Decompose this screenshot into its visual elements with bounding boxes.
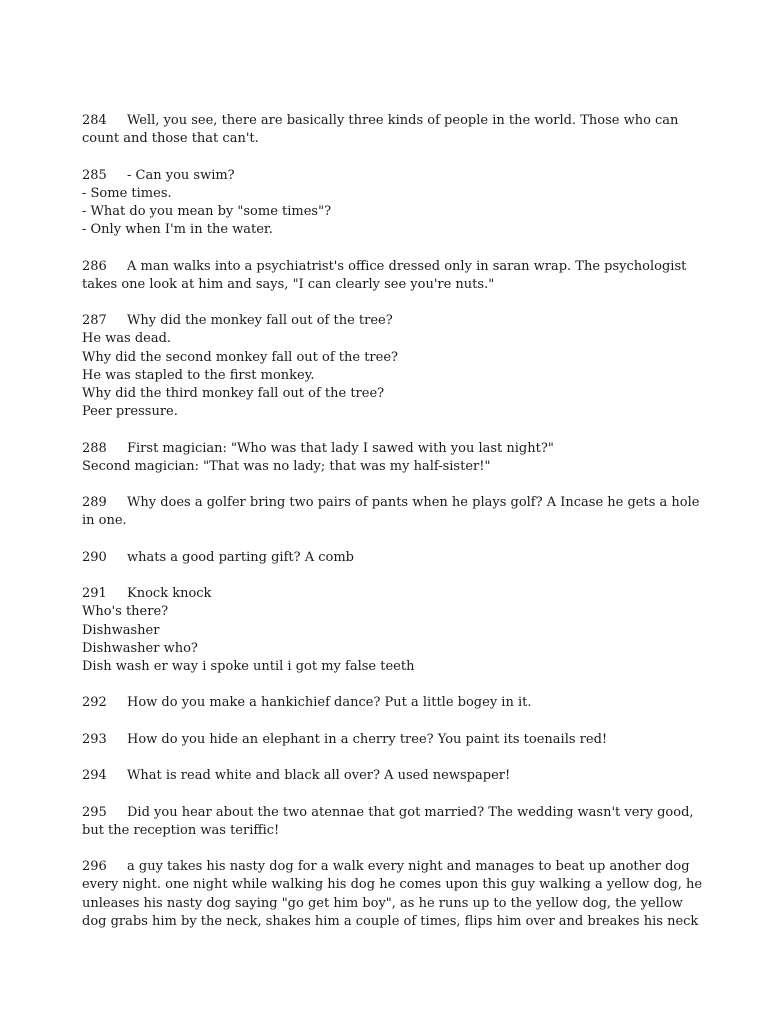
joke-text: What is read white and black all over? A used newspaper! <box>127 768 511 784</box>
joke-line <box>82 822 682 840</box>
joke-entry <box>82 694 682 712</box>
joke-line <box>82 258 687 276</box>
joke-entry <box>82 767 682 785</box>
joke-text: Knock knock <box>127 586 212 602</box>
joke-text: He was stapled to the first monkey. <box>82 367 315 383</box>
joke-line <box>82 731 682 749</box>
joke-text: Well, you see, there are basically three kinds of people in the world. Those who can <box>127 113 679 128</box>
joke-line <box>82 895 682 913</box>
joke-line <box>82 458 682 476</box>
joke-line <box>82 767 682 785</box>
joke-text: - Can you swim? <box>127 167 235 183</box>
joke-text: Why did the monkey fall out of the tree? <box>127 313 393 329</box>
joke-text: First magician: "Who was that lady I sawed with you last night?" <box>127 440 554 456</box>
joke-text: How do you make a hankichief dance? Put a little bogey in it. <box>127 695 532 711</box>
joke-line <box>82 494 700 512</box>
joke-line <box>82 622 682 640</box>
joke-text: Dishwasher <box>82 622 160 638</box>
joke-entry <box>82 731 682 749</box>
joke-entry <box>82 440 682 476</box>
joke-line <box>82 658 682 676</box>
joke-text: - Only when I'm in the water. <box>82 222 273 238</box>
joke-number: 293 <box>82 731 107 747</box>
joke-entry <box>82 549 682 567</box>
joke-number: 286 <box>82 258 107 274</box>
joke-text: How do you hide an elephant in a cherry tree? You paint its toenails red! <box>127 731 608 747</box>
joke-line <box>82 330 682 348</box>
joke-text: count and those that can't. <box>82 131 259 147</box>
joke-line <box>82 349 682 367</box>
joke-text: Why does a golfer bring two pairs of pants when he plays golf? A Incase he gets a hole <box>127 495 700 511</box>
joke-text: takes one look at him and says, "I can clearly see you're nuts." <box>82 276 495 292</box>
joke-line <box>82 221 682 239</box>
joke-text: Dish wash er way i spoke until i got my false teeth <box>82 658 415 674</box>
joke-text: whats a good parting gift? A comb <box>127 549 354 565</box>
joke-line <box>82 185 682 203</box>
joke-line <box>82 858 690 876</box>
joke-number: 292 <box>82 695 107 711</box>
joke-text: He was dead. <box>82 331 172 347</box>
joke-entry <box>82 494 700 530</box>
joke-entry <box>82 258 687 294</box>
joke-line <box>82 167 682 185</box>
joke-text: a guy takes his nasty dog for a walk every night and manages to beat up another dog <box>127 859 690 875</box>
joke-text: every night. one night while walking his dog he comes upon this guy walking a yellow dog, he <box>82 877 703 893</box>
joke-number: 290 <box>82 549 107 565</box>
joke-number: 285 <box>82 167 107 183</box>
joke-line <box>82 603 682 621</box>
joke-number: 288 <box>82 440 107 456</box>
joke-line <box>82 112 682 130</box>
joke-entry <box>82 167 682 240</box>
joke-entry <box>82 312 682 421</box>
joke-text: in one. <box>82 513 127 529</box>
joke-line <box>82 804 694 822</box>
joke-text: unleases his nasty dog saying "go get him boy", as he runs up to the yellow dog, the yellow <box>82 895 683 911</box>
joke-number: 284 <box>82 113 107 128</box>
joke-text: but the reception was teriffic! <box>82 822 280 838</box>
joke-line <box>82 913 699 931</box>
joke-number: 291 <box>82 586 107 602</box>
joke-entry <box>82 804 694 840</box>
joke-text: Did you hear about the two atennae that got married? The wedding wasn't very good, <box>127 804 694 820</box>
joke-text: - Some times. <box>82 185 172 201</box>
joke-line <box>82 385 682 403</box>
joke-line <box>82 694 682 712</box>
joke-number: 294 <box>82 768 107 784</box>
joke-line <box>82 549 682 567</box>
joke-list <box>82 112 703 949</box>
joke-line <box>82 130 682 148</box>
joke-text: Second magician: "That was no lady; that was my half-sister!" <box>82 458 491 474</box>
joke-text: - What do you mean by "some times"? <box>82 204 332 219</box>
joke-line <box>82 312 682 330</box>
joke-text: Peer pressure. <box>82 404 178 420</box>
joke-text: Why did the third monkey fall out of the tree? <box>82 386 385 401</box>
joke-text: A man walks into a psychiatrist's office dressed only in saran wrap. The psychologist <box>127 258 687 274</box>
joke-number: 295 <box>82 804 107 820</box>
joke-entry <box>82 858 703 931</box>
joke-line <box>82 585 682 603</box>
joke-line <box>82 276 682 294</box>
joke-number: 287 <box>82 313 107 329</box>
joke-entry <box>82 585 682 676</box>
joke-number: 289 <box>82 495 107 511</box>
joke-text: Why did the second monkey fall out of the tree? <box>82 349 398 365</box>
joke-number: 296 <box>82 859 107 875</box>
joke-text: Dishwasher who? <box>82 640 198 656</box>
joke-line <box>82 640 682 658</box>
joke-line <box>82 512 682 530</box>
joke-line <box>82 876 703 894</box>
joke-text: Who's there? <box>82 604 169 620</box>
joke-line <box>82 203 682 221</box>
joke-line <box>82 403 682 421</box>
joke-text: dog grabs him by the neck, shakes him a couple of times, flips him over and breakes his neck <box>82 913 699 929</box>
joke-line <box>82 367 682 385</box>
joke-entry <box>82 112 682 148</box>
joke-line <box>82 440 682 458</box>
